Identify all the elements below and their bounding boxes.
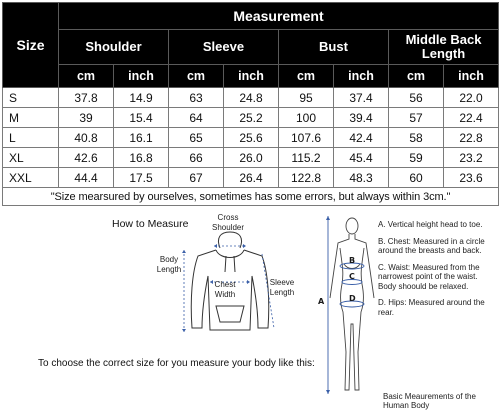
value-cell: 42.6 bbox=[59, 148, 114, 168]
body-point-b: B bbox=[349, 256, 356, 265]
value-cell: 115.2 bbox=[279, 148, 334, 168]
value-cell: 22.8 bbox=[444, 128, 499, 148]
value-cell: 37.4 bbox=[334, 88, 389, 108]
value-cell: 64 bbox=[169, 108, 224, 128]
value-cell: 100 bbox=[279, 108, 334, 128]
value-cell: 24.8 bbox=[224, 88, 279, 108]
how-to-measure-section bbox=[0, 210, 500, 410]
unit-header: inch bbox=[444, 65, 499, 88]
basic-measurements-caption: Basic Meaurements of the Human Body bbox=[383, 392, 476, 410]
value-cell: 26.0 bbox=[224, 148, 279, 168]
table-row bbox=[3, 88, 499, 108]
unit-header: cm bbox=[389, 65, 444, 88]
value-cell: 22.4 bbox=[444, 108, 499, 128]
description-a: A. Vertical height head to toe. bbox=[378, 220, 483, 229]
unit-header: inch bbox=[114, 65, 169, 88]
size-chart-table bbox=[2, 2, 499, 206]
value-cell: 17.5 bbox=[114, 168, 169, 188]
value-cell: 25.6 bbox=[224, 128, 279, 148]
value-cell: 95 bbox=[279, 88, 334, 108]
measure-instruction: To choose the correct size for you measure your body like this: bbox=[38, 358, 315, 369]
value-cell: 16.1 bbox=[114, 128, 169, 148]
value-cell: 16.8 bbox=[114, 148, 169, 168]
value-cell: 57 bbox=[389, 108, 444, 128]
value-cell: 39.4 bbox=[334, 108, 389, 128]
table-row bbox=[3, 128, 499, 148]
value-cell: 42.4 bbox=[334, 128, 389, 148]
measurement-note: "Size mearsured by ourselves, sometimes has some errors, but always within 3cm." bbox=[3, 188, 499, 206]
chest-width-label: Chest Width bbox=[214, 280, 236, 299]
value-cell: 45.4 bbox=[334, 148, 389, 168]
unit-header: inch bbox=[224, 65, 279, 88]
description-c: C. Waist: Measured from the narrowest point of the waist. Body shoould be relaxed. bbox=[378, 262, 480, 291]
size-cell: M bbox=[3, 108, 59, 128]
size-cell: L bbox=[3, 128, 59, 148]
value-cell: 25.2 bbox=[224, 108, 279, 128]
size-header: Size bbox=[3, 3, 59, 88]
value-cell: 14.9 bbox=[114, 88, 169, 108]
value-cell: 65 bbox=[169, 128, 224, 148]
value-cell: 56 bbox=[389, 88, 444, 108]
value-cell: 60 bbox=[389, 168, 444, 188]
value-cell: 23.6 bbox=[444, 168, 499, 188]
value-cell: 58 bbox=[389, 128, 444, 148]
value-cell: 63 bbox=[169, 88, 224, 108]
value-cell: 40.8 bbox=[59, 128, 114, 148]
value-cell: 122.8 bbox=[279, 168, 334, 188]
body-length-label: Body Length bbox=[156, 255, 182, 274]
measurement-header: Measurement bbox=[59, 3, 499, 30]
value-cell: 66 bbox=[169, 148, 224, 168]
unit-header: inch bbox=[334, 65, 389, 88]
bust-header: Bust bbox=[279, 30, 389, 65]
size-cell: XL bbox=[3, 148, 59, 168]
sleeve-length-label: Sleeve Length bbox=[269, 278, 295, 297]
measurement-descriptions bbox=[378, 220, 498, 324]
body-point-c: C bbox=[349, 272, 355, 281]
value-cell: 59 bbox=[389, 148, 444, 168]
table-row bbox=[3, 168, 499, 188]
value-cell: 22.0 bbox=[444, 88, 499, 108]
how-to-measure-title: How to Measure bbox=[112, 218, 189, 230]
unit-header: cm bbox=[169, 65, 224, 88]
value-cell: 26.4 bbox=[224, 168, 279, 188]
value-cell: 44.4 bbox=[59, 168, 114, 188]
sleeve-header: Sleeve bbox=[169, 30, 279, 65]
size-cell: XXL bbox=[3, 168, 59, 188]
value-cell: 39 bbox=[59, 108, 114, 128]
table-row bbox=[3, 148, 499, 168]
value-cell: 107.6 bbox=[279, 128, 334, 148]
description-b: B. Chest: Measured in a circle around the breasts and back. bbox=[378, 236, 485, 255]
description-d: D. Hips: Measured around the rear. bbox=[378, 298, 485, 317]
body-figure bbox=[318, 212, 380, 400]
value-cell: 15.4 bbox=[114, 108, 169, 128]
cross-shoulder-label: Cross Shoulder bbox=[211, 213, 245, 232]
body-point-a: A bbox=[318, 297, 325, 306]
unit-header: cm bbox=[279, 65, 334, 88]
unit-header: cm bbox=[59, 65, 114, 88]
body-point-d: D bbox=[349, 294, 356, 303]
shoulder-header: Shoulder bbox=[59, 30, 169, 65]
value-cell: 37.8 bbox=[59, 88, 114, 108]
value-cell: 67 bbox=[169, 168, 224, 188]
value-cell: 48.3 bbox=[334, 168, 389, 188]
middle-back-length-header: Middle Back Length bbox=[389, 30, 499, 65]
table-row bbox=[3, 108, 499, 128]
value-cell: 23.2 bbox=[444, 148, 499, 168]
size-cell: S bbox=[3, 88, 59, 108]
